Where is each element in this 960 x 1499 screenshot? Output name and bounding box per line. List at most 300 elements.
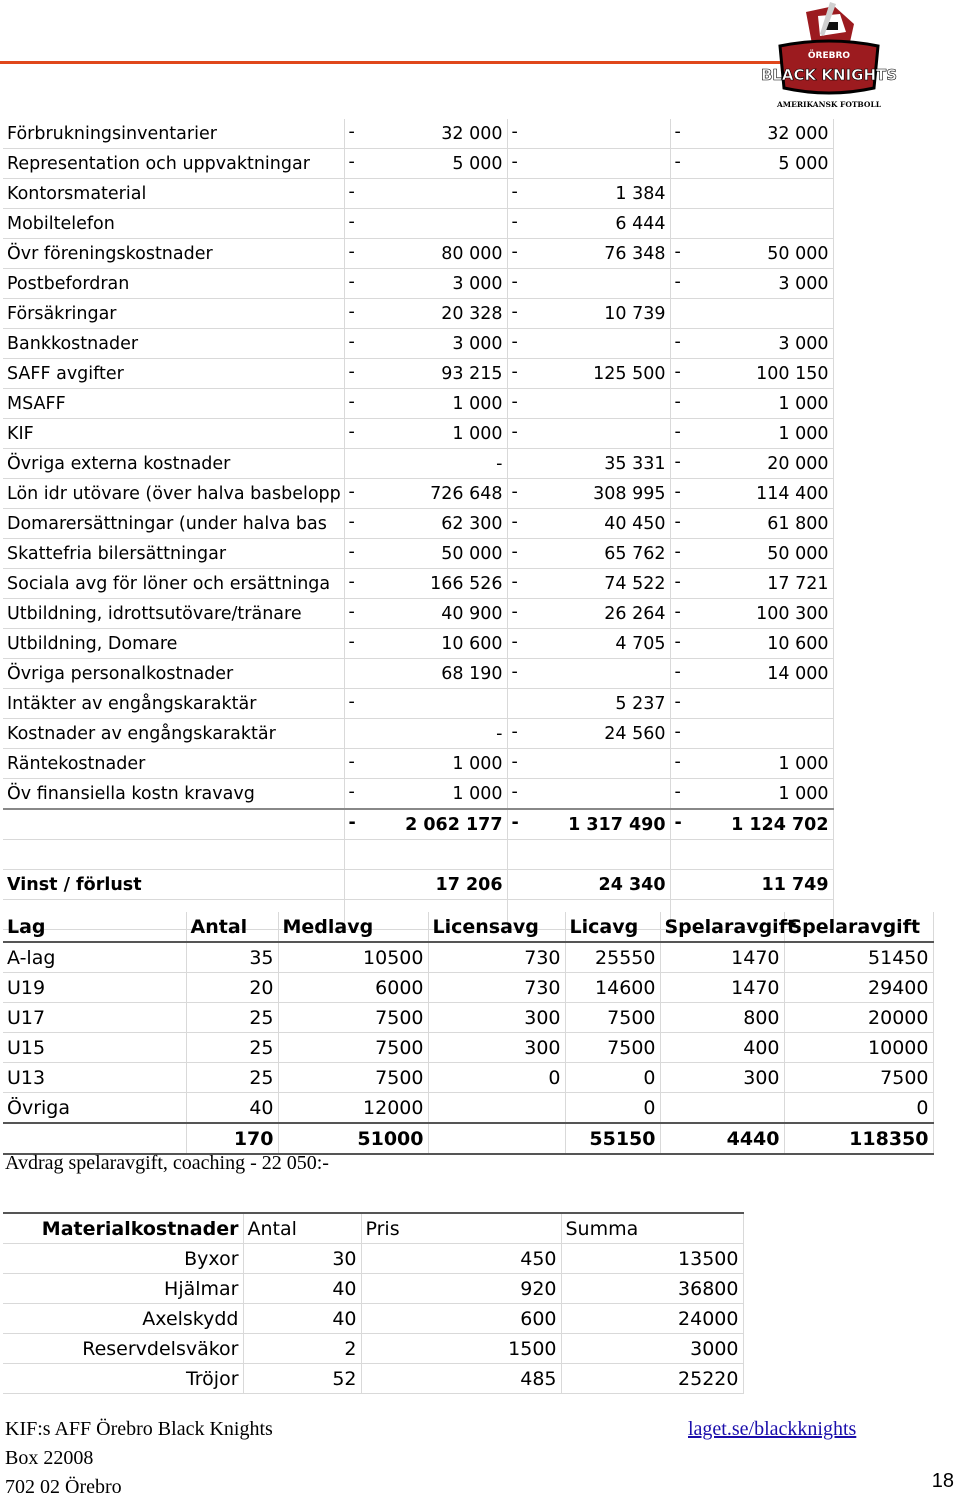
budget-value: 5 237 (615, 693, 666, 714)
budget-row (3, 359, 833, 389)
fees-value: 400 (660, 1033, 784, 1063)
material-value: 1500 (361, 1334, 561, 1364)
material-value: 36800 (561, 1274, 743, 1304)
budget-row (3, 239, 833, 269)
minus-sign: - (674, 122, 681, 142)
minus-sign: - (511, 662, 518, 682)
fees-value: 0 (784, 1093, 933, 1124)
budget-value: 10 600 (441, 633, 503, 654)
minus-sign: - (348, 752, 355, 772)
minus-sign: - (348, 482, 355, 502)
minus-sign: - (511, 512, 518, 532)
minus-sign: - (348, 602, 355, 622)
fees-value: 0 (565, 1063, 660, 1093)
budget-label: Mobiltelefon (3, 209, 344, 239)
minus-sign: - (674, 482, 681, 502)
budget-table (3, 119, 834, 930)
fees-total-value: 51000 (278, 1123, 428, 1154)
budget-value: 1 000 (778, 753, 829, 774)
budget-value-cell (507, 359, 670, 389)
fees-total-value: 55150 (565, 1123, 660, 1154)
material-value: 30 (243, 1244, 361, 1274)
fees-row (3, 1063, 933, 1093)
minus-sign: - (674, 362, 681, 382)
budget-value-cell (344, 569, 507, 599)
minus-sign: - (348, 392, 355, 412)
minus-sign: - (511, 182, 518, 202)
minus-sign: - (348, 512, 355, 532)
budget-label: SAFF avgifter (3, 359, 344, 389)
fees-value: 730 (428, 942, 565, 973)
budget-value: 80 000 (441, 243, 503, 264)
fees-value: 0 (565, 1093, 660, 1124)
material-header-cell: Antal (243, 1213, 361, 1244)
budget-value: 125 500 (593, 363, 666, 384)
budget-value-cell (670, 209, 833, 239)
fees-value: 51450 (784, 942, 933, 973)
budget-value-cell (507, 689, 670, 719)
material-item: Byxor (3, 1244, 243, 1274)
fees-value: 25550 (565, 942, 660, 973)
fees-header-cell: Licavg (565, 912, 660, 942)
fees-header-cell: Medlavg (278, 912, 428, 942)
budget-value: 74 522 (604, 573, 666, 594)
minus-sign: - (348, 212, 355, 232)
budget-value-cell (344, 599, 507, 629)
budget-value-cell (670, 179, 833, 209)
budget-label: Räntekostnader (3, 749, 344, 779)
fees-row (3, 1093, 933, 1124)
budget-label: Sociala avg för löner och ersättninga (3, 569, 344, 599)
fees-value: 25 (186, 1063, 278, 1093)
budget-value: 50 000 (441, 543, 503, 564)
budget-value-cell (507, 539, 670, 569)
budget-label: Kontorsmaterial (3, 179, 344, 209)
budget-value-cell (670, 809, 833, 840)
budget-row (3, 119, 833, 149)
minus-sign: - (674, 242, 681, 262)
budget-value-cell (670, 269, 833, 299)
budget-value-cell (507, 479, 670, 509)
minus-sign: - (674, 782, 681, 802)
minus-sign: - (348, 182, 355, 202)
minus-sign: - (511, 482, 518, 502)
material-value: 40 (243, 1304, 361, 1334)
fees-value: 25 (186, 1003, 278, 1033)
budget-value-cell (507, 599, 670, 629)
fees-value: 300 (660, 1063, 784, 1093)
fees-total-value: 4440 (660, 1123, 784, 1154)
fees-value (428, 1093, 565, 1124)
budget-value: - (496, 453, 503, 474)
budget-value-cell (344, 539, 507, 569)
fees-total-value (3, 1123, 186, 1154)
minus-sign: - (674, 572, 681, 592)
minus-sign: - (674, 152, 681, 172)
budget-value: 1 000 (778, 423, 829, 444)
fees-value: 6000 (278, 973, 428, 1003)
minus-sign: - (674, 602, 681, 622)
budget-row (3, 449, 833, 479)
svg-text:ÖREBRO: ÖREBRO (807, 51, 851, 61)
svg-text:BLACK KNIGHTS: BLACK KNIGHTS (760, 66, 898, 84)
budget-value-cell (344, 239, 507, 269)
empty-cell (344, 840, 507, 870)
budget-value-cell (670, 359, 833, 389)
budget-value: 1 000 (452, 393, 503, 414)
budget-value-cell (344, 719, 507, 749)
minus-sign: - (674, 392, 681, 412)
budget-label: Lön idr utövare (över halva basbelopp (3, 479, 344, 509)
budget-value-cell (507, 299, 670, 329)
material-value: 3000 (561, 1334, 743, 1364)
minus-sign: - (348, 362, 355, 382)
budget-value-cell (507, 569, 670, 599)
material-item: Tröjor (3, 1364, 243, 1394)
budget-label: Utbildning, idrottsutövare/tränare (3, 599, 344, 629)
fees-row (3, 1003, 933, 1033)
budget-value-cell (670, 449, 833, 479)
minus-sign: - (674, 542, 681, 562)
budget-row (3, 209, 833, 239)
minus-sign: - (348, 152, 355, 172)
material-table (3, 1212, 744, 1394)
budget-value: 65 762 (604, 543, 666, 564)
fees-value: 20 (186, 973, 278, 1003)
budget-value-cell (507, 269, 670, 299)
budget-value: 3 000 (778, 273, 829, 294)
fees-value: 800 (660, 1003, 784, 1033)
budget-value: 32 000 (767, 123, 829, 144)
budget-value: 17 721 (767, 573, 829, 594)
minus-sign: - (511, 332, 518, 352)
fees-value: 300 (428, 1003, 565, 1033)
material-header-cell: Pris (361, 1213, 561, 1244)
budget-row (3, 599, 833, 629)
fees-value: 730 (428, 973, 565, 1003)
budget-value: 114 400 (756, 483, 829, 504)
budget-value: 1 317 490 (568, 814, 666, 835)
material-row (3, 1304, 743, 1334)
budget-label: Domarersättningar (under halva bas (3, 509, 344, 539)
fees-row (3, 1033, 933, 1063)
budget-row (3, 299, 833, 329)
budget-value-cell (670, 599, 833, 629)
material-value: 485 (361, 1364, 561, 1394)
minus-sign: - (674, 422, 681, 442)
minus-sign: - (511, 602, 518, 622)
budget-label: Försäkringar (3, 299, 344, 329)
fees-total-value: 118350 (784, 1123, 933, 1154)
budget-label: Skattefria bilersättningar (3, 539, 344, 569)
budget-value-cell (507, 119, 670, 149)
budget-value-cell (344, 629, 507, 659)
budget-value: 6 444 (615, 213, 666, 234)
fees-value: 7500 (565, 1033, 660, 1063)
fees-total-value: 170 (186, 1123, 278, 1154)
budget-value-cell (344, 749, 507, 779)
minus-sign: - (348, 272, 355, 292)
fees-value: 7500 (278, 1063, 428, 1093)
budget-value-cell (344, 479, 507, 509)
fees-row (3, 973, 933, 1003)
budget-value-cell (344, 299, 507, 329)
budget-value: 1 384 (615, 183, 666, 204)
material-value: 40 (243, 1274, 361, 1304)
budget-value-cell (507, 779, 670, 810)
team-name: U19 (3, 973, 186, 1003)
budget-value-cell (344, 149, 507, 179)
material-value: 2 (243, 1334, 361, 1364)
budget-value: 3 000 (778, 333, 829, 354)
minus-sign: - (348, 632, 355, 652)
budget-value: 5 000 (452, 153, 503, 174)
budget-value-cell (344, 119, 507, 149)
material-value: 600 (361, 1304, 561, 1334)
page-number: 18 (931, 1470, 954, 1492)
black-knights-logo (760, 2, 898, 112)
budget-label: MSAFF (3, 389, 344, 419)
budget-row (3, 149, 833, 179)
minus-sign: - (348, 813, 356, 833)
budget-value-cell (670, 659, 833, 689)
fees-value: 14600 (565, 973, 660, 1003)
budget-value: 50 000 (767, 243, 829, 264)
budget-value: 308 995 (593, 483, 666, 504)
minus-sign: - (674, 332, 681, 352)
budget-value: 10 739 (604, 303, 666, 324)
budget-value: 10 600 (767, 633, 829, 654)
budget-value: 1 000 (778, 393, 829, 414)
minus-sign: - (511, 722, 518, 742)
minus-sign: - (674, 632, 681, 652)
budget-value: 2 062 177 (405, 814, 503, 835)
footer-box: Box 22008 (5, 1447, 94, 1469)
budget-value-cell (344, 329, 507, 359)
budget-value-cell (507, 329, 670, 359)
minus-sign: - (348, 242, 355, 262)
fees-header-cell: Antal (186, 912, 278, 942)
budget-row (3, 509, 833, 539)
budget-label: Intäkter av engångskaraktär (3, 689, 344, 719)
fees-value: 300 (428, 1033, 565, 1063)
budget-value-cell (670, 569, 833, 599)
fees-value: 29400 (784, 973, 933, 1003)
budget-value-cell (670, 389, 833, 419)
budget-value: 50 000 (767, 543, 829, 564)
budget-value: 1 000 (452, 783, 503, 804)
minus-sign: - (674, 662, 681, 682)
budget-label: Kostnader av engångskaraktär (3, 719, 344, 749)
minus-sign: - (348, 422, 355, 442)
budget-value-cell (507, 509, 670, 539)
minus-sign: - (511, 212, 518, 232)
budget-value-cell (507, 659, 670, 689)
budget-value: 93 215 (441, 363, 503, 384)
fees-total-row (3, 1123, 933, 1154)
budget-value-cell (344, 509, 507, 539)
material-value: 25220 (561, 1364, 743, 1394)
team-name: Övriga (3, 1093, 186, 1124)
fees-value: 7500 (565, 1003, 660, 1033)
budget-row (3, 779, 833, 810)
fees-value: 35 (186, 942, 278, 973)
budget-value-cell (344, 209, 507, 239)
minus-sign: - (511, 752, 518, 772)
budget-value-cell (344, 389, 507, 419)
minus-sign: - (674, 272, 681, 292)
budget-value-cell (670, 479, 833, 509)
budget-value-cell (507, 719, 670, 749)
result-row (3, 870, 833, 900)
material-row (3, 1364, 743, 1394)
budget-label: Öv finansiella kostn kravavg (3, 779, 344, 810)
budget-row (3, 329, 833, 359)
result-value: 24 340 (507, 870, 670, 900)
budget-row (3, 269, 833, 299)
budget-label: Representation och uppvaktningar (3, 149, 344, 179)
budget-value-cell (670, 629, 833, 659)
minus-sign: - (348, 692, 355, 712)
budget-value-cell (670, 509, 833, 539)
budget-value-cell (670, 689, 833, 719)
budget-value-cell (507, 809, 670, 840)
minus-sign: - (348, 572, 355, 592)
budget-value: 1 000 (778, 783, 829, 804)
website-link[interactable]: laget.se/blackknights (688, 1418, 857, 1440)
material-value: 450 (361, 1244, 561, 1274)
budget-label: KIF (3, 419, 344, 449)
fees-total-value (428, 1123, 565, 1154)
budget-value-cell (507, 179, 670, 209)
minus-sign: - (674, 452, 681, 472)
minus-sign: - (511, 572, 518, 592)
result-value: 17 206 (344, 870, 507, 900)
budget-row (3, 629, 833, 659)
budget-value-cell (670, 719, 833, 749)
budget-row (3, 539, 833, 569)
budget-value-cell (670, 779, 833, 810)
minus-sign: - (511, 122, 518, 142)
budget-value: 61 800 (767, 513, 829, 534)
budget-value-cell (507, 389, 670, 419)
budget-value-cell (344, 809, 507, 840)
budget-label: Övriga externa kostnader (3, 449, 344, 479)
material-value: 52 (243, 1364, 361, 1394)
budget-value: 35 331 (604, 453, 666, 474)
fees-header-cell: Spelaravgift (660, 912, 784, 942)
fees-value: 0 (428, 1063, 565, 1093)
budget-value: 62 300 (441, 513, 503, 534)
budget-value: 726 648 (430, 483, 503, 504)
minus-sign: - (348, 542, 355, 562)
team-name: U17 (3, 1003, 186, 1033)
budget-value-cell (344, 689, 507, 719)
budget-value-cell (507, 449, 670, 479)
material-item: Axelskydd (3, 1304, 243, 1334)
budget-value-cell (344, 659, 507, 689)
budget-value-cell (670, 419, 833, 449)
empty-cell (670, 840, 833, 870)
budget-row (3, 389, 833, 419)
material-row (3, 1244, 743, 1274)
budget-value-cell (670, 239, 833, 269)
material-value: 24000 (561, 1304, 743, 1334)
budget-value: 1 124 702 (731, 814, 829, 835)
material-header-cell: Summa (561, 1213, 743, 1244)
budget-value: 1 000 (452, 753, 503, 774)
budget-label: Utbildning, Domare (3, 629, 344, 659)
budget-row (3, 689, 833, 719)
fees-value: 20000 (784, 1003, 933, 1033)
team-name: A-lag (3, 942, 186, 973)
fees-value: 12000 (278, 1093, 428, 1124)
minus-sign: - (674, 722, 681, 742)
budget-value: 68 190 (441, 663, 503, 684)
minus-sign: - (348, 332, 355, 352)
material-header-row (3, 1213, 743, 1244)
budget-value: 166 526 (430, 573, 503, 594)
minus-sign: - (511, 152, 518, 172)
budget-spacer-row (3, 840, 833, 870)
minus-sign: - (348, 302, 355, 322)
minus-sign: - (511, 542, 518, 562)
fees-value: 1470 (660, 942, 784, 973)
budget-value: 5 000 (778, 153, 829, 174)
minus-sign: - (674, 512, 681, 532)
budget-value-cell (670, 299, 833, 329)
budget-value: 3 000 (452, 273, 503, 294)
fees-value: 7500 (278, 1003, 428, 1033)
budget-value: 100 300 (756, 603, 829, 624)
deduction-note: Avdrag spelaravgift, coaching - 22 050:- (5, 1152, 329, 1174)
fees-header-row (3, 912, 933, 942)
budget-row (3, 569, 833, 599)
fees-value: 7500 (278, 1033, 428, 1063)
budget-row (3, 179, 833, 209)
budget-value-cell (670, 119, 833, 149)
budget-value: 20 000 (767, 453, 829, 474)
budget-value-cell (344, 779, 507, 810)
minus-sign: - (511, 813, 519, 833)
material-item: Reservdelsväkor (3, 1334, 243, 1364)
minus-sign: - (511, 362, 518, 382)
budget-value-cell (344, 449, 507, 479)
minus-sign: - (511, 272, 518, 292)
team-name: U13 (3, 1063, 186, 1093)
budget-value: 4 705 (615, 633, 666, 654)
budget-value-cell (670, 749, 833, 779)
result-value: 11 749 (670, 870, 833, 900)
header-rule (0, 61, 790, 64)
empty-cell (507, 840, 670, 870)
fees-header-cell: Spelaravgift (784, 912, 933, 942)
minus-sign: - (674, 752, 681, 772)
fees-value (660, 1093, 784, 1124)
fees-table (3, 912, 934, 1155)
budget-value-cell (507, 629, 670, 659)
minus-sign: - (511, 302, 518, 322)
budget-value-cell (507, 419, 670, 449)
budget-row (3, 479, 833, 509)
budget-value: 32 000 (441, 123, 503, 144)
result-label: Vinst / förlust (3, 870, 344, 900)
budget-value: 40 450 (604, 513, 666, 534)
material-value: 920 (361, 1274, 561, 1304)
budget-value-cell (344, 419, 507, 449)
budget-value: 100 150 (756, 363, 829, 384)
footer-org: KIF:s AFF Örebro Black Knights (5, 1418, 273, 1440)
